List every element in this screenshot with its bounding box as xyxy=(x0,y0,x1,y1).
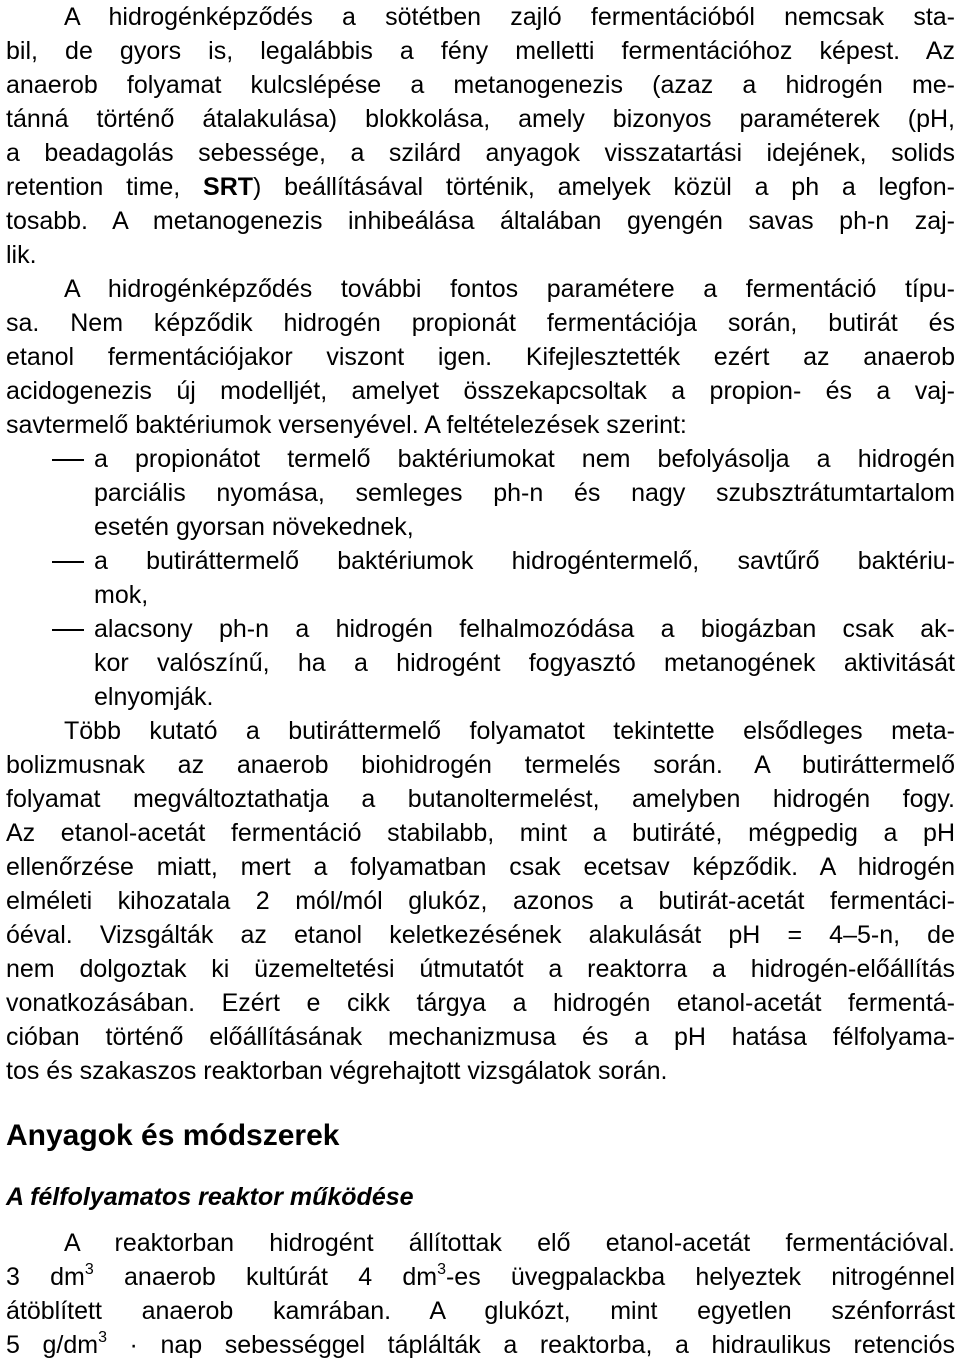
bullet-line: esetén gyorsan növekednek, xyxy=(94,513,414,541)
paragraph-line: óéval. Vizsgálták az etanol keletkezésének alakulását pH = 4–5-n, de xyxy=(6,921,955,949)
paragraph-line: elméleti kihozatala 2 mól/mól glukóz, azonos a butirát-acetát fermentáci- xyxy=(6,887,955,915)
paragraph-line: tánná történő átalakulása) blokkolása, amely bizonyos paraméterek (pH, xyxy=(6,105,955,133)
paragraph-line: etanol fermentációjakor viszont igen. Kifejlesztették ezért az anaerob xyxy=(6,343,955,371)
paragraph-line: A hidrogénképződés a sötétben zajló fermentációból nemcsak sta- xyxy=(64,3,955,31)
superscript: 3 xyxy=(98,1328,107,1346)
paragraph-line: folyamat megváltoztathatja a butanoltermelést, amelyben hidrogén fogy. xyxy=(6,785,955,813)
paragraph-line: A hidrogénképződés további fontos paramétere a fermentáció típu- xyxy=(64,275,955,303)
paragraph-line: A reaktorban hidrogént állítottak elő etanol-acetát fermentációval. xyxy=(64,1229,955,1257)
text-span: anaerob kultúrát 4 dm xyxy=(93,1263,438,1291)
text-span: · nap sebességgel táplálták a reaktorba, a hidraulikus retenciós xyxy=(106,1331,955,1359)
subsection-heading: A félfolyamatos reaktor működése xyxy=(6,1183,414,1211)
paragraph-line: bolizmusnak az anaerob biohidrogén termelés során. A butiráttermelő xyxy=(6,751,955,779)
paragraph-line: sa. Nem képződik hidrogén propionát fermentációja során, butirát és xyxy=(6,309,955,337)
paragraph-line: Több kutató a butiráttermelő folyamatot tekintette elsődleges meta- xyxy=(64,717,955,745)
text-span: 3 dm xyxy=(6,1263,85,1291)
superscript: 3 xyxy=(84,1260,94,1278)
paragraph-line: a beadagolás sebessége, a szilárd anyagok visszatartási idejének, solids xyxy=(6,139,955,167)
paragraph-line-units xyxy=(6,1328,955,1362)
paragraph-line: lik. xyxy=(6,241,37,269)
text-span: ) beállításával történik, amelyek közül a ph a legfon- xyxy=(253,173,955,201)
dash-bullet-icon xyxy=(52,629,84,631)
bullet-line: a propionátot termelő baktériumokat nem befolyásolja a hidrogén xyxy=(94,445,955,473)
paragraph-line: cióban történő előállításának mechanizmusa és a pH hatása félfolyama- xyxy=(6,1023,955,1051)
text-span: retention time, xyxy=(6,173,204,201)
bullet-line: alacsony ph-n a hidrogén felhalmozódása a biogázban csak ak- xyxy=(94,615,955,643)
bullet-line: elnyomják. xyxy=(94,683,214,711)
text-span: 5 g/dm xyxy=(6,1331,99,1359)
paragraph-line: ellenőrzése miatt, mert a folyamatban csak ecetsav képződik. A hidrogén xyxy=(6,853,955,881)
paragraph-line: acidogenezis új modelljét, amelyet összekapcsoltak a propion- és a vaj- xyxy=(6,377,955,405)
paragraph-line: savtermelő baktériumok versenyével. A feltételezések szerint: xyxy=(6,411,687,439)
paragraph-line-srt xyxy=(6,170,955,204)
paragraph-line: anaerob folyamat kulcslépése a metanogenezis (azaz a hidrogén me- xyxy=(6,71,955,99)
superscript: 3 xyxy=(437,1260,446,1278)
paragraph-line: vonatkozásában. Ezért e cikk tárgya a hidrogén etanol-acetát fermentá- xyxy=(6,989,955,1017)
paragraph-line-units xyxy=(6,1260,955,1294)
srt-abbreviation: SRT xyxy=(203,173,254,201)
dash-bullet-icon xyxy=(52,459,84,461)
bullet-line: a butiráttermelő baktériumok hidrogéntermelő, savtűrő baktériu- xyxy=(94,547,955,575)
section-heading: Anyagok és módszerek xyxy=(6,1119,340,1152)
paragraph-line: átöblített anaerob kamrában. A glukózt, mint egyetlen szénforrást xyxy=(6,1297,955,1325)
bullet-line: kor valószínű, ha a hidrogént fogyasztó metanogének aktivitását xyxy=(94,649,955,677)
bullet-line: parciális nyomása, semleges ph-n és nagy szubsztrátumtartalom xyxy=(94,479,955,507)
paragraph-line: tos és szakaszos reaktorban végrehajtott vizsgálatok során. xyxy=(6,1057,668,1085)
text-span: -es üvegpalackba helyeztek nitrogénnel xyxy=(445,1263,955,1291)
paragraph-line: nem dolgoztak ki üzemeltetési útmutatót a reaktorra a hidrogén-előállítás xyxy=(6,955,955,983)
dash-bullet-icon xyxy=(52,561,84,563)
paragraph-line: Az etanol-acetát fermentáció stabilabb, mint a butiráté, mégpedig a pH xyxy=(6,819,955,847)
paragraph-line: tosabb. A metanogenezis inhibeálása általában gyengén savas ph-n zaj- xyxy=(6,207,955,235)
paragraph-line: bil, de gyors is, legalábbis a fény melletti fermentációhoz képest. Az xyxy=(6,37,955,65)
bullet-line: mok, xyxy=(94,581,149,609)
